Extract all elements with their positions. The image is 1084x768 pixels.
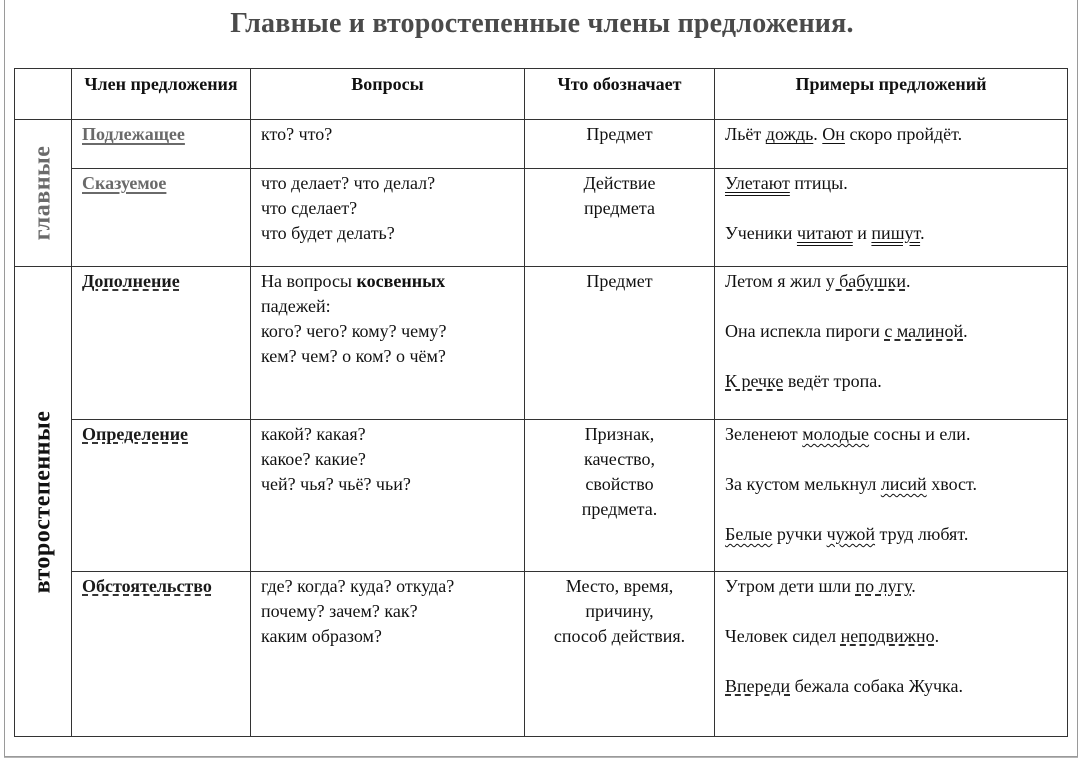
header-meaning: Что обозначает: [525, 69, 715, 120]
example-sentence: [725, 624, 1061, 649]
underlined-member: Он: [822, 124, 845, 144]
term-predicate: Сказуемое: [82, 173, 167, 193]
underlined-member: Впереди: [725, 676, 791, 696]
meaning-cell: [525, 420, 715, 572]
example-sentence: [725, 574, 1061, 599]
question-line: где? когда? куда? откуда?: [261, 576, 455, 596]
header-examples: Примеры предложений: [715, 69, 1068, 120]
question-line: что делает? что делал?: [261, 173, 436, 193]
term-cell: [72, 420, 251, 572]
questions-cell: [251, 120, 525, 169]
question-line: что сделает?: [261, 198, 358, 218]
group-main-text: главные: [29, 145, 56, 241]
sentence-text: .: [934, 626, 940, 646]
term-subject: Подлежащее: [82, 124, 185, 144]
underlined-member: дождь: [765, 124, 814, 144]
meaning-line: Предмет: [586, 124, 653, 144]
meaning-cell: [525, 572, 715, 737]
question-line: кто? что?: [261, 124, 333, 144]
members-table: [14, 68, 1068, 737]
meaning-line: предмета: [584, 198, 655, 218]
table-row: [15, 572, 1068, 737]
meaning-line: свойство: [585, 474, 654, 494]
group-secondary-text: второстепенные: [29, 410, 56, 593]
examples-cell: [715, 120, 1068, 169]
sentence-text: .: [905, 271, 911, 291]
underlined-member: К речке: [725, 371, 784, 391]
term-attribute: Определение: [82, 424, 189, 444]
header-questions: Вопросы: [251, 69, 525, 120]
term-cell: [72, 169, 251, 267]
question-line: кем? чем? о ком? о чём?: [261, 346, 446, 366]
examples-cell: [715, 169, 1068, 267]
meaning-line: причину,: [585, 601, 654, 621]
question-bold-word: косвенных: [356, 271, 446, 291]
term-adverbial: Обстоятельство: [82, 576, 212, 596]
term-object: Дополнение: [82, 271, 180, 291]
example-sentence: [725, 522, 1061, 547]
underlined-member: по лугу: [855, 576, 912, 596]
question-line: каким образом?: [261, 626, 382, 646]
example-sentence: [725, 472, 1061, 497]
example-sentence: [725, 122, 1061, 147]
example-sentence: [725, 674, 1061, 699]
underlined-member: читают: [796, 223, 853, 243]
table-row: [15, 420, 1068, 572]
sentence-text: За кустом мелькнул: [725, 474, 881, 494]
term-cell: [72, 267, 251, 420]
sentence-text: .: [813, 124, 823, 144]
table-row: [15, 169, 1068, 267]
sentence-text: сосны и ели.: [869, 424, 971, 444]
question-line: какой? какая?: [261, 424, 366, 444]
sentence-text: ручки: [772, 524, 827, 544]
question-line: На вопросы косвенных: [261, 271, 446, 291]
sentence-text: скоро пройдёт.: [844, 124, 963, 144]
underlined-member: молодые: [802, 424, 870, 444]
example-sentence: [725, 369, 1061, 394]
table-row: [15, 120, 1068, 169]
group-label-secondary: [15, 267, 72, 737]
meaning-line: Действие: [583, 173, 656, 193]
meaning-line: предмета.: [581, 499, 658, 519]
example-sentence: [725, 171, 1061, 196]
sentence-text: труд любят.: [875, 524, 969, 544]
sentence-text: Летом я жил: [725, 271, 826, 291]
sentence-text: бежала собака Жучка.: [790, 676, 963, 696]
examples-cell: [715, 572, 1068, 737]
examples-cell: [715, 267, 1068, 420]
meaning-cell: [525, 169, 715, 267]
underlined-member: лисий: [880, 474, 927, 494]
meaning-cell: [525, 267, 715, 420]
sentence-text: птицы.: [789, 173, 848, 193]
sentence-text: Человек сидел: [725, 626, 841, 646]
meaning-line: качество,: [584, 449, 655, 469]
header-term: Член предложения: [72, 69, 251, 120]
example-sentence: [725, 221, 1061, 246]
question-line: кого? чего? кому? чему?: [261, 321, 447, 341]
meaning-line: Предмет: [586, 271, 653, 291]
meaning-line: Место, время,: [565, 576, 674, 596]
question-line: падежей:: [261, 296, 331, 316]
example-sentence: [725, 422, 1061, 447]
sentence-text: Утром дети шли: [725, 576, 856, 596]
underlined-member: чужой: [826, 524, 876, 544]
underlined-member: Улетают: [725, 173, 790, 193]
sentence-text: .: [911, 576, 916, 596]
sentence-text: .: [963, 321, 968, 341]
question-line: почему? зачем? как?: [261, 601, 418, 621]
group-label-main: [15, 120, 72, 267]
header-row: [15, 69, 1068, 120]
underlined-member: Белые: [725, 524, 773, 544]
sentence-text: Льёт: [725, 124, 766, 144]
sentence-text: .: [920, 223, 925, 243]
examples-cell: [715, 420, 1068, 572]
meaning-line: Признак,: [584, 424, 655, 444]
sentence-text: Ученики: [725, 223, 797, 243]
table-row: [15, 267, 1068, 420]
questions-cell: [251, 267, 525, 420]
page-bottom-edge: [4, 757, 1078, 768]
sentence-text: и: [852, 223, 872, 243]
question-line: что будет делать?: [261, 223, 395, 243]
term-cell: [72, 572, 251, 737]
meaning-cell: [525, 120, 715, 169]
meaning-line: способ действия.: [553, 626, 686, 646]
sentence-text: Она испекла пироги: [725, 321, 885, 341]
page-title: Главные и второстепенные члены предложения.: [230, 8, 854, 39]
sentence-text: хвост.: [926, 474, 978, 494]
questions-cell: [251, 420, 525, 572]
example-sentence: [725, 319, 1061, 344]
questions-cell: [251, 169, 525, 267]
header-corner: [15, 69, 72, 120]
underlined-member: с малиной: [884, 321, 964, 341]
questions-cell: [251, 572, 525, 737]
question-line: чей? чья? чьё? чьи?: [261, 474, 411, 494]
term-cell: [72, 120, 251, 169]
sentence-text: ведёт тропа.: [783, 371, 882, 391]
sentence-text: Зеленеют: [725, 424, 803, 444]
underlined-member: у бабушки: [825, 271, 906, 291]
question-line: какое? какие?: [261, 449, 366, 469]
underlined-member: пишут: [871, 223, 921, 243]
underlined-member: неподвижно: [840, 626, 935, 646]
example-sentence: [725, 269, 1061, 294]
